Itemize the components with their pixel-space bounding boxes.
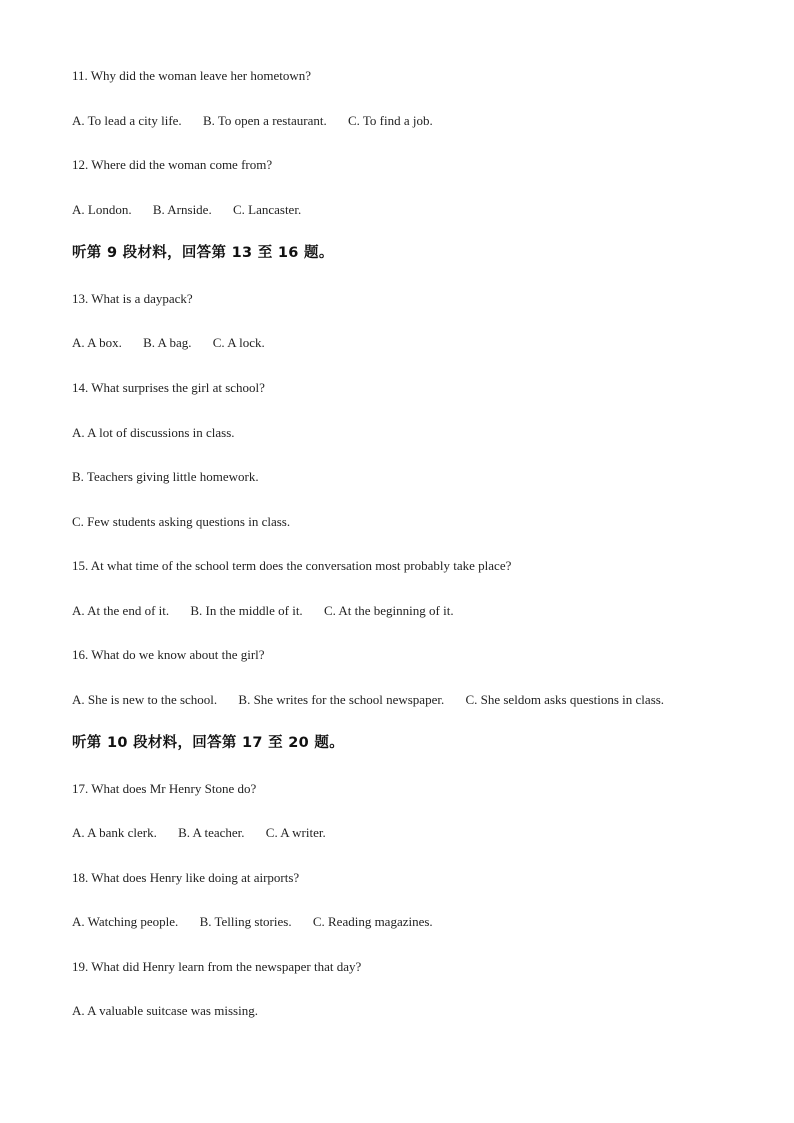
options-11 <box>72 113 433 129</box>
option-13-b: B. A bag. <box>143 335 192 350</box>
option-14-c: C. Few students asking questions in class. <box>72 514 291 529</box>
options-13 <box>72 335 265 351</box>
option-15-a: A. At the end of it. <box>72 603 170 618</box>
option-16-c: C. She seldom asks questions in class. <box>465 692 665 707</box>
option-11-b: B. To open a restaurant. <box>202 113 327 128</box>
option-15-c: C. At the beginning of it. <box>323 603 454 618</box>
options-15 <box>72 603 454 619</box>
question-19: 19. What did Henry learn from the newspaper that day? <box>72 959 362 974</box>
option-13-a: A. A box. <box>72 335 122 350</box>
option-13-c: C. A lock. <box>212 335 265 350</box>
question-16: 16. What do we know about the girl? <box>72 647 265 662</box>
question-13: 13. What is a daypack? <box>72 291 193 306</box>
option-14-a: A. A lot of discussions in class. <box>72 425 235 440</box>
option-11-c: C. To find a job. <box>347 113 433 128</box>
option-17-c: C. A writer. <box>265 825 326 840</box>
option-18-c: C. Reading magazines. <box>312 914 433 929</box>
options-17 <box>72 825 326 841</box>
option-17-b: B. A teacher. <box>178 825 245 840</box>
option-18-a: A. Watching people. <box>72 914 179 929</box>
option-12-c: C. Lancaster. <box>232 202 302 217</box>
option-17-a: A. A bank clerk. <box>72 825 157 840</box>
option-12-b: B. Arnside. <box>152 202 212 217</box>
section-10-heading: 听第 10 段材料，回答第 17 至 20 题。 <box>72 735 345 751</box>
section-9-heading: 听第 9 段材料，回答第 13 至 16 题。 <box>72 245 334 261</box>
question-17: 17. What does Mr Henry Stone do? <box>72 781 257 796</box>
question-15: 15. At what time of the school term does the conversation most probably take place? <box>72 558 512 573</box>
option-16-a: A. She is new to the school. <box>72 692 218 707</box>
option-12-a: A. London. <box>72 202 132 217</box>
option-19-a: A. A valuable suitcase was missing. <box>72 1003 258 1018</box>
option-14-b: B. Teachers giving little homework. <box>72 469 259 484</box>
option-15-b: B. In the middle of it. <box>190 603 303 618</box>
options-16 <box>72 692 664 708</box>
question-11: 11. Why did the woman leave her hometown? <box>72 68 311 83</box>
options-12 <box>72 202 301 218</box>
options-18 <box>72 914 433 930</box>
question-14: 14. What surprises the girl at school? <box>72 380 265 395</box>
option-11-a: A. To lead a city life. <box>72 113 182 128</box>
question-12: 12. Where did the woman come from? <box>72 157 273 172</box>
question-18: 18. What does Henry like doing at airports? <box>72 870 300 885</box>
option-16-b: B. She writes for the school newspaper. <box>238 692 445 707</box>
option-18-b: B. Telling stories. <box>199 914 292 929</box>
